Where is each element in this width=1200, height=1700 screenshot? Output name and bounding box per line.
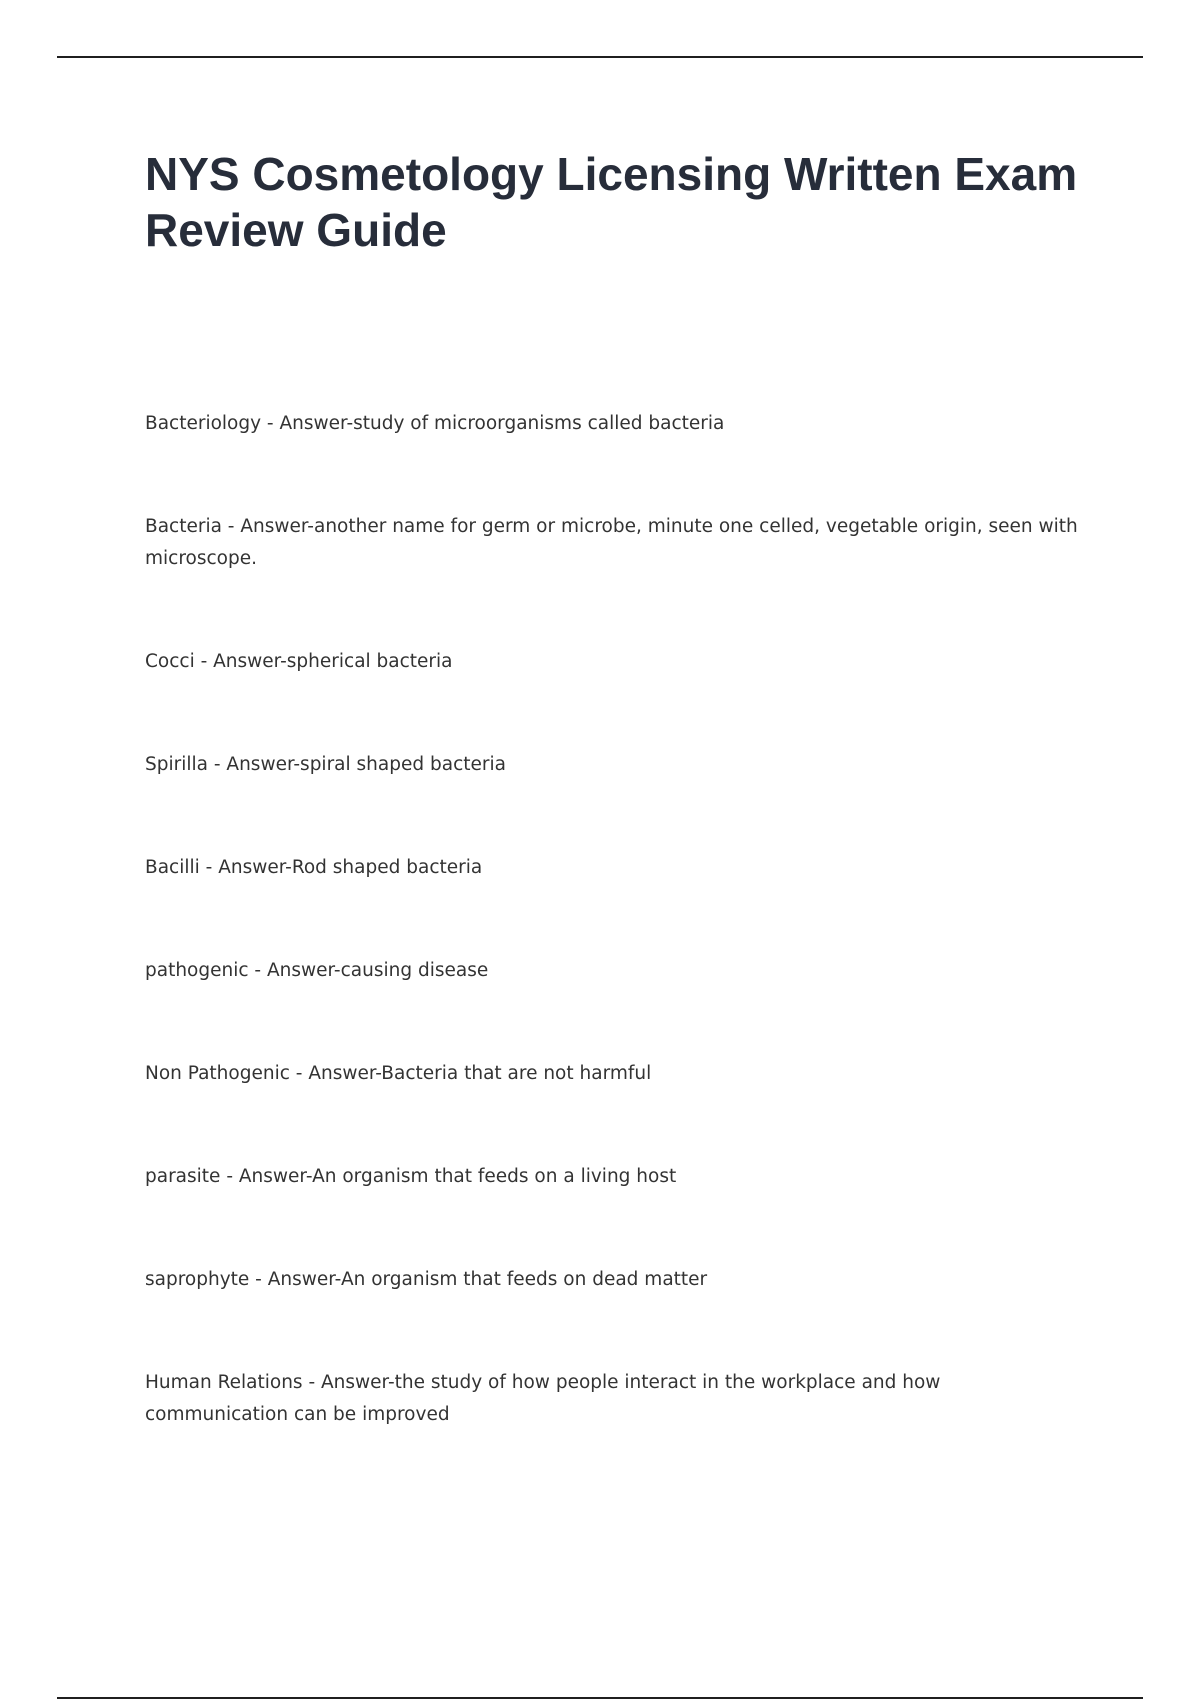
qa-list <box>145 408 1085 1431</box>
qa-entry-spirilla: Spirilla - Answer-spiral shaped bacteria <box>145 754 506 775</box>
qa-entry-human-relations: Human Relations - Answer-the study of how people interact in the workplace and how communication can be improved <box>145 1372 941 1425</box>
qa-entry-bacteriology: Bacteriology - Answer-study of microorganisms called bacteria <box>145 413 725 434</box>
qa-entry-parasite: parasite - Answer-An organism that feeds on a living host <box>145 1166 677 1187</box>
qa-entry-pathogenic: pathogenic - Answer-causing disease <box>145 960 489 981</box>
qa-entry-cocci: Cocci - Answer-spherical bacteria <box>145 651 453 672</box>
qa-entry-bacilli: Bacilli - Answer-Rod shaped bacteria <box>145 857 483 878</box>
qa-entry-non-pathogenic: Non Pathogenic - Answer-Bacteria that are not harmful <box>145 1063 652 1084</box>
bottom-rule <box>57 1697 1143 1699</box>
qa-entry-bacteria: Bacteria - Answer-another name for germ or microbe, minute one celled, vegetable origin, seen with microscope. <box>145 516 1078 569</box>
top-rule <box>57 56 1143 58</box>
qa-entry-saprophyte: saprophyte - Answer-An organism that feeds on dead matter <box>145 1269 708 1290</box>
document-title: NYS Cosmetology Licensing Written Exam Review Guide <box>145 148 1078 256</box>
